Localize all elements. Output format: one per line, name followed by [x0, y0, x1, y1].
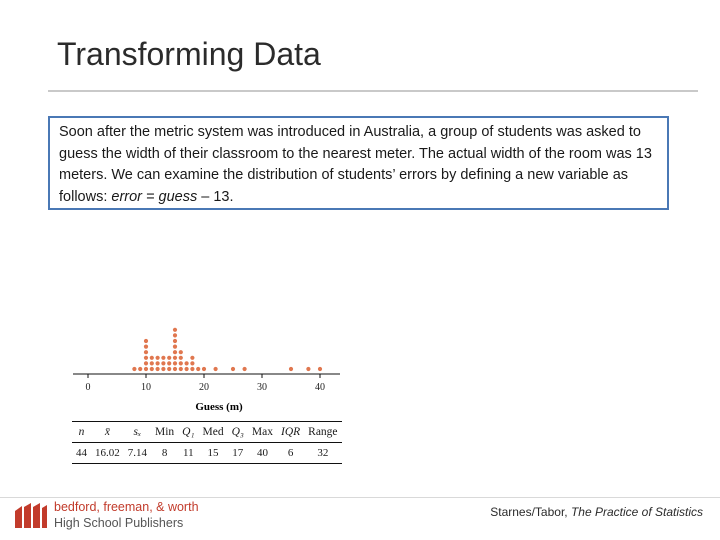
stats-value-cell: 32 — [304, 443, 341, 464]
dot-point — [161, 361, 165, 365]
stats-header-cell: x̄ — [91, 422, 124, 443]
publisher-subtitle: High School Publishers — [54, 516, 184, 530]
dot-point — [185, 361, 189, 365]
dot-point — [144, 356, 148, 360]
book-credit — [490, 505, 703, 519]
dot-point — [150, 356, 154, 360]
dot-point — [190, 361, 194, 365]
stats-header-cell: sₓ — [124, 422, 151, 443]
dot-point — [179, 356, 183, 360]
stats-value-cell: 16.02 — [91, 443, 124, 464]
stats-header-cell: Med — [198, 422, 227, 443]
dot-point — [173, 339, 177, 343]
stats-value-cell: 7.14 — [124, 443, 151, 464]
footer-divider — [0, 497, 720, 498]
dot-point — [150, 361, 154, 365]
dot-point — [179, 367, 183, 371]
dot-point — [179, 350, 183, 354]
stats-value-cell: 40 — [248, 443, 277, 464]
summary-stats-table — [72, 421, 342, 464]
dot-point — [179, 361, 183, 365]
formula-tail: – 13. — [197, 188, 234, 205]
dot-point — [144, 345, 148, 349]
stats-header-cell: Max — [248, 422, 277, 443]
dot-point — [173, 350, 177, 354]
x-tick-label: 0 — [85, 382, 91, 393]
publisher-name: bedford, freeman, & worth — [54, 500, 199, 514]
dot-point — [318, 367, 322, 371]
guess-dotplot — [64, 318, 354, 418]
dot-point — [167, 367, 171, 371]
title-divider — [48, 90, 698, 92]
dot-point — [156, 356, 160, 360]
dot-point — [173, 345, 177, 349]
slide-title: Transforming Data — [57, 36, 321, 72]
stats-header-cell: n — [72, 422, 91, 443]
dot-point — [173, 361, 177, 365]
stats-value-cell: 11 — [178, 443, 198, 464]
dot-point — [289, 367, 293, 371]
stats-header-cell: Range — [304, 422, 341, 443]
dot-point — [196, 367, 200, 371]
stats-value-row — [72, 443, 342, 464]
x-axis-label: Guess (m) — [195, 401, 243, 413]
stats-value-cell: 44 — [72, 443, 91, 464]
intro-text-box — [48, 116, 669, 210]
x-tick-label: 40 — [315, 382, 325, 393]
credit-book-title: The Practice of Statistics — [570, 505, 703, 519]
formula-italic: error = guess — [111, 188, 198, 205]
dot-point — [161, 367, 165, 371]
dot-point — [306, 367, 310, 371]
credit-authors: Starnes/Tabor, — [490, 505, 571, 519]
stats-value-cell: 17 — [228, 443, 248, 464]
dot-point — [173, 356, 177, 360]
dot-point — [144, 350, 148, 354]
dot-point — [190, 367, 194, 371]
dot-point — [243, 367, 247, 371]
x-tick-label: 20 — [199, 382, 209, 393]
dot-point — [144, 339, 148, 343]
stats-value-cell: 6 — [277, 443, 304, 464]
stats-header-cell: Q₃ — [228, 422, 248, 443]
dot-point — [167, 356, 171, 360]
dot-point — [161, 356, 165, 360]
dot-point — [144, 367, 148, 371]
stats-value-cell: 15 — [198, 443, 227, 464]
x-tick-label: 10 — [141, 382, 151, 393]
dot-point — [185, 367, 189, 371]
dot-point — [132, 367, 136, 371]
dot-point — [156, 367, 160, 371]
stats-header-cell: IQR — [277, 422, 304, 443]
stats-header-cell: Q₁ — [178, 422, 198, 443]
dot-point — [173, 367, 177, 371]
dot-point — [150, 367, 154, 371]
stats-header-row — [72, 422, 342, 443]
intro-paragraph: Soon after the metric system was introduced in Australia, a group of students was asked to guess the width of their classroom to the nearest meter. The actual width of the room was 13 meters. We can examine the distribution of students’ errors by defining a new variable as follows: — [59, 124, 652, 205]
dot-point — [156, 361, 160, 365]
dot-point — [173, 328, 177, 332]
dot-point — [173, 333, 177, 337]
stats-header-cell: Min — [151, 422, 178, 443]
dot-point — [138, 367, 142, 371]
dot-point — [202, 367, 206, 371]
dots-layer — [132, 328, 322, 371]
dot-point — [190, 356, 194, 360]
dot-point — [144, 361, 148, 365]
dot-point — [214, 367, 218, 371]
x-tick-label: 30 — [257, 382, 267, 393]
dot-point — [231, 367, 235, 371]
dot-point — [167, 361, 171, 365]
stats-value-cell: 8 — [151, 443, 178, 464]
macmillan-logo-icon — [14, 503, 48, 529]
ticks-layer — [86, 374, 326, 393]
